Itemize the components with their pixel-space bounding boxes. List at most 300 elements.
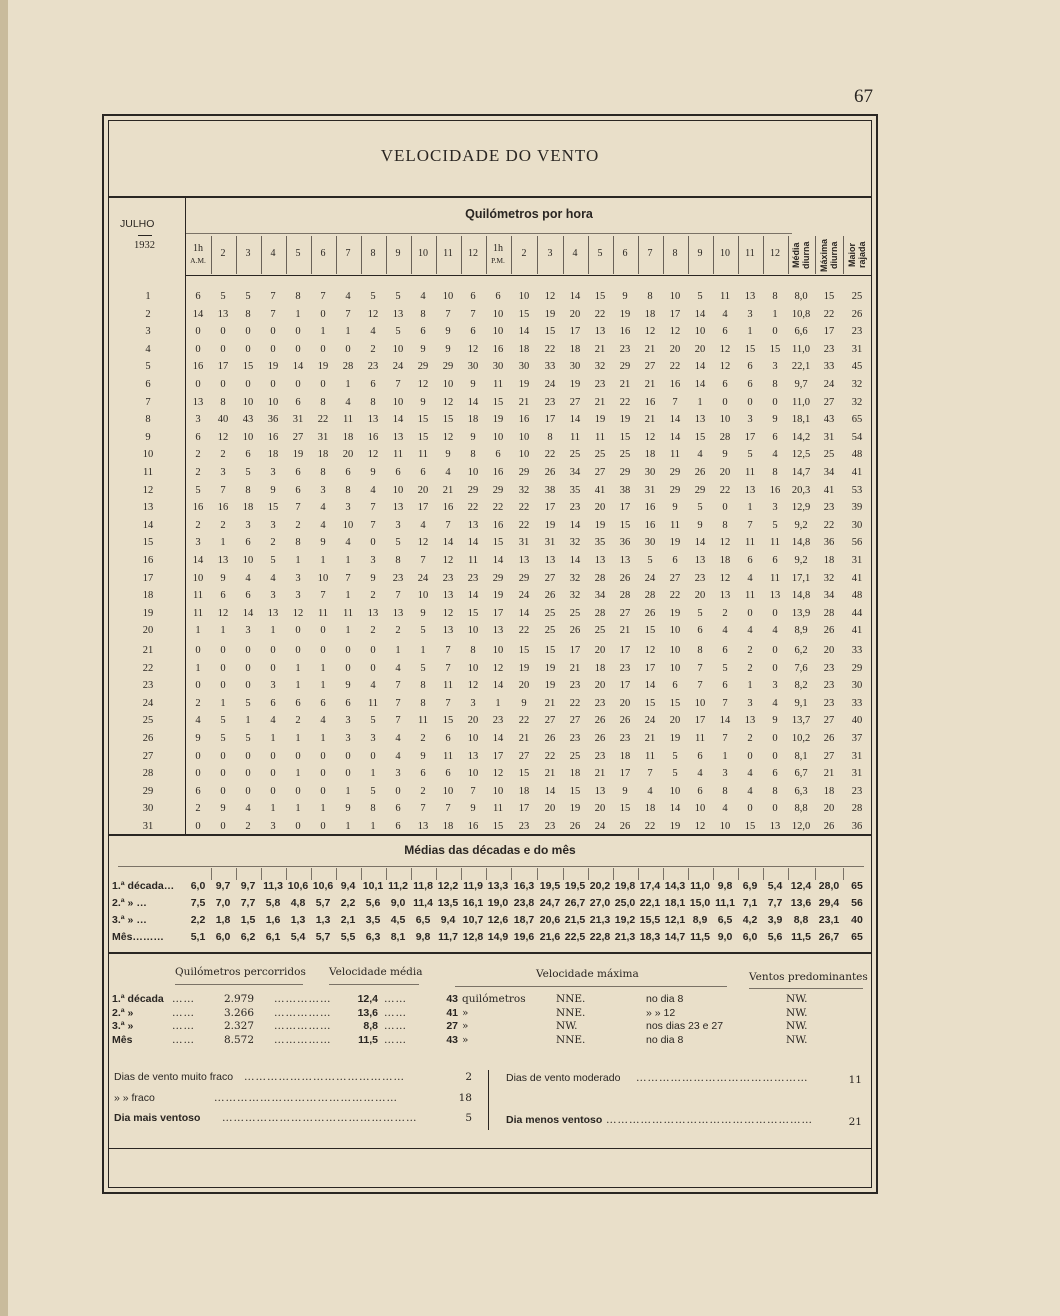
hour-header: 12 (468, 248, 478, 259)
hourly-speed-cell: 10 (492, 645, 504, 656)
hourly-speed-cell: 0 (395, 785, 401, 797)
hourly-speed-cell: 15 (544, 326, 556, 338)
hourly-speed-cell: 18 (619, 750, 631, 762)
hourly-speed-cell: 22 (669, 361, 681, 373)
hourly-speed-cell: 3 (245, 625, 251, 637)
hourly-speed-cell: 6 (772, 768, 778, 780)
hourly-speed-cell: 14 (518, 607, 530, 619)
hourly-speed-cell: 18 (317, 449, 329, 461)
hourly-speed-cell: 15 (644, 625, 656, 637)
hourly-speed-cell: 30 (569, 361, 581, 373)
hourly-speed-cell: 5 (672, 750, 678, 762)
hourly-speed-cell: 22 (317, 414, 329, 426)
hourly-speed-cell: 13 (619, 555, 631, 566)
hourly-speed-cell: 41 (851, 572, 863, 584)
hourly-speed-cell: 9 (445, 449, 451, 461)
average-row-label: 2.ª » … (112, 897, 147, 909)
hourly-speed-cell: 0 (195, 326, 201, 338)
hourly-speed-cell: 19 (569, 803, 581, 815)
hourly-speed-cell: 15 (619, 803, 631, 815)
header-column-rule (461, 236, 462, 274)
max-speed: 43 (446, 1033, 458, 1046)
hourly-speed-cell: 16 (518, 414, 530, 426)
averages-tick (763, 868, 764, 880)
hourly-speed-cell: 3 (295, 590, 301, 602)
hourly-speed-cell: 9 (195, 733, 201, 744)
hourly-speed-cell: 26 (851, 308, 863, 320)
hourly-speed-cell: 29 (669, 467, 681, 478)
hourly-speed-cell: 21 (518, 733, 530, 744)
hourly-speed-cell: 21 (619, 625, 631, 637)
average-cell: 8,9 (692, 914, 708, 926)
hourly-speed-cell: 12 (644, 431, 656, 443)
hourly-speed-cell: 20 (669, 715, 681, 727)
average-cell: 6,5 (415, 914, 431, 926)
hourly-speed-cell: 10,2 (791, 733, 811, 744)
hourly-speed-cell: 0 (220, 821, 226, 832)
hourly-speed-cell: 12 (544, 291, 556, 302)
hourly-speed-cell: 11 (342, 414, 354, 426)
day-number: 18 (142, 590, 154, 602)
average-cell: 12,1 (664, 914, 686, 926)
hourly-speed-cell: 0 (747, 607, 753, 619)
average-cell: 22,5 (564, 931, 586, 943)
hourly-speed-cell: 4 (320, 715, 326, 727)
hourly-speed-cell: 1 (370, 821, 376, 832)
hour-header: 8 (370, 248, 376, 259)
max-speed-direction: NNE. (556, 1033, 586, 1046)
hourly-speed-cell: 6 (445, 768, 451, 780)
hourly-speed-cell: 2 (220, 449, 226, 461)
averages-tick (713, 868, 714, 880)
day-number: 23 (142, 680, 154, 692)
hourly-speed-cell: 6 (245, 590, 251, 602)
hourly-speed-cell: 6 (295, 396, 301, 408)
hourly-speed-cell: 41 (851, 625, 863, 637)
hourly-speed-cell: 28 (851, 803, 863, 815)
hourly-speed-cell: 28 (619, 590, 631, 602)
hourly-speed-cell: 15 (769, 343, 781, 355)
hourly-speed-cell: 6 (395, 803, 401, 815)
hourly-speed-cell: 21 (518, 396, 530, 408)
hourly-speed-cell: 9 (445, 343, 451, 355)
average-cell: 10,1 (362, 880, 384, 892)
hourly-speed-cell: 6,3 (794, 785, 808, 797)
hourly-speed-cell: 5 (245, 733, 251, 744)
hour-header: 9 (697, 248, 703, 259)
hourly-speed-cell: 15 (619, 519, 631, 531)
hourly-speed-cell: 9 (521, 697, 527, 709)
hourly-speed-cell: 0 (370, 645, 376, 656)
hourly-speed-cell: 15 (619, 431, 631, 443)
hourly-speed-cell: 6 (747, 361, 753, 373)
hourly-speed-cell: 3 (295, 572, 301, 584)
hourly-speed-cell: 18 (594, 662, 606, 674)
vmed-header: Velocidade média (329, 966, 423, 978)
averages-tick (688, 868, 689, 880)
hour-header: 3 (245, 248, 251, 259)
hourly-speed-cell: 11,0 (792, 343, 810, 355)
day-number: 28 (142, 768, 154, 780)
hourly-speed-cell: 9 (772, 715, 778, 727)
average-cell: 12,4 (790, 880, 812, 892)
hourly-speed-cell: 22 (823, 308, 835, 320)
hourly-speed-cell: 0 (245, 326, 251, 338)
hour-header: 2 (521, 248, 527, 259)
hourly-speed-cell: 23 (694, 572, 706, 584)
hourly-speed-cell: 11 (744, 537, 756, 549)
hourly-speed-cell: 2 (370, 343, 376, 355)
average-cell: 5,6 (365, 897, 381, 909)
hourly-speed-cell: 20 (694, 590, 706, 602)
hourly-speed-cell: 0 (772, 733, 778, 744)
hourly-speed-cell: 4 (345, 291, 351, 302)
hourly-speed-cell: 2 (195, 519, 201, 531)
hourly-speed-cell: 3 (270, 467, 276, 478)
hourly-speed-cell: 17 (217, 361, 229, 373)
hourly-speed-cell: 13 (492, 625, 504, 637)
hourly-speed-cell: 20 (544, 803, 556, 815)
hourly-speed-cell: 0 (320, 768, 326, 780)
hourly-speed-cell: 6 (295, 697, 301, 709)
hourly-speed-cell: 25 (851, 291, 863, 302)
average-cell: 5,5 (340, 931, 356, 943)
averages-tick (511, 868, 512, 880)
averages-tick (286, 868, 287, 880)
hourly-speed-cell: 8 (722, 785, 728, 797)
hourly-speed-cell: 8,1 (794, 750, 808, 762)
hourly-speed-cell: 4 (395, 662, 401, 674)
hourly-speed-cell: 3 (370, 733, 376, 744)
average-cell: 25,0 (614, 897, 636, 909)
hourly-speed-cell: 0 (295, 645, 301, 656)
day-number: 15 (142, 537, 154, 549)
hourly-speed-cell: 0 (195, 680, 201, 692)
hourly-speed-cell: 1 (320, 662, 326, 674)
hourly-speed-cell: 5 (245, 467, 251, 478)
hourly-speed-cell: 11 (417, 715, 429, 727)
windiest-label: Dia mais ventoso (114, 1112, 201, 1124)
hourly-speed-cell: 15 (467, 607, 479, 619)
average-cell: 5,7 (315, 897, 331, 909)
hourly-speed-cell: 29 (417, 361, 429, 373)
hourly-speed-cell: 15 (492, 821, 504, 832)
hourly-speed-cell: 22 (544, 343, 556, 355)
hourly-speed-cell: 10 (669, 645, 681, 656)
hourly-speed-cell: 33 (823, 361, 835, 373)
hourly-speed-cell: 10 (467, 768, 479, 780)
hourly-speed-cell: 4 (345, 537, 351, 549)
summary-row-label: 3.ª » (112, 1020, 134, 1032)
hourly-speed-cell: 0 (295, 625, 301, 637)
hourly-speed-cell: 1 (495, 697, 501, 709)
hourly-speed-cell: 19 (492, 590, 504, 602)
hourly-speed-cell: 7 (445, 645, 451, 656)
hourly-speed-cell: 14 (669, 431, 681, 443)
hourly-speed-cell: 7 (395, 697, 401, 709)
hourly-speed-cell: 20 (594, 680, 606, 692)
hourly-speed-cell: 17 (518, 803, 530, 815)
day-number: 1 (145, 291, 151, 302)
hourly-speed-cell: 12 (644, 645, 656, 656)
average-cell: 16,3 (513, 880, 535, 892)
hourly-speed-cell: 5 (395, 537, 401, 549)
hourly-speed-cell: 7 (445, 308, 451, 320)
hourly-speed-cell: 5 (647, 555, 653, 566)
hourly-speed-cell: 32 (569, 572, 581, 584)
hourly-speed-cell: 8 (772, 467, 778, 478)
average-cell: 1,6 (265, 914, 281, 926)
hourly-speed-cell: 36 (851, 821, 863, 832)
hourly-speed-cell: 3 (747, 308, 753, 320)
hourly-speed-cell: 6 (270, 697, 276, 709)
hourly-speed-cell: 56 (851, 537, 863, 549)
hour-header: 8 (672, 248, 678, 259)
max-speed-unit: » (462, 1020, 469, 1032)
leader-dots: ……………………………………… (636, 1072, 809, 1084)
hourly-speed-cell: 6 (772, 431, 778, 443)
hourly-speed-cell: 6 (470, 291, 476, 302)
hourly-speed-cell: 19 (544, 308, 556, 320)
hourly-speed-cell: 7 (320, 590, 326, 602)
hourly-speed-cell: 12 (467, 680, 479, 692)
hourly-speed-cell: 1 (320, 680, 326, 692)
header-column-rule (738, 236, 739, 274)
hour-header: 10 (720, 248, 730, 259)
hourly-speed-cell: 4 (370, 484, 376, 496)
hourly-speed-cell: 4 (772, 697, 778, 709)
averages-tick (436, 868, 437, 880)
header-column-rule (486, 236, 487, 274)
hourly-speed-cell: 20 (594, 502, 606, 514)
hourly-speed-cell: 0 (772, 662, 778, 674)
hourly-speed-cell: 44 (851, 607, 863, 619)
hourly-speed-cell: 3 (220, 467, 226, 478)
average-cell: 11,3 (263, 880, 283, 892)
hourly-speed-cell: 11 (769, 537, 781, 549)
hourly-speed-cell: 15 (518, 308, 530, 320)
hourly-speed-cell: 27 (544, 572, 556, 584)
hourly-speed-cell: 0 (220, 379, 226, 390)
hourly-speed-cell: 4 (420, 519, 426, 531)
averages-tick (563, 868, 564, 880)
hourly-speed-cell: 1 (270, 803, 276, 815)
hourly-speed-cell: 24 (823, 379, 835, 390)
hourly-speed-cell: 14 (292, 361, 304, 373)
hourly-speed-cell: 17 (619, 768, 631, 780)
hourly-speed-cell: 24 (544, 379, 556, 390)
hourly-speed-cell: 2 (195, 467, 201, 478)
hourly-speed-cell: 0 (220, 785, 226, 797)
hourly-speed-cell: 13 (544, 555, 556, 566)
hourly-speed-cell: 13 (417, 821, 429, 832)
hourly-speed-cell: 23 (569, 680, 581, 692)
hourly-speed-cell: 12 (217, 431, 229, 443)
leader-dots: …… (384, 1033, 407, 1046)
hourly-speed-cell: 15 (442, 715, 454, 727)
moderate-value: 11 (848, 1074, 862, 1086)
hourly-speed-cell: 8 (420, 308, 426, 320)
hourly-speed-cell: 23 (823, 662, 835, 674)
hourly-speed-cell: 15 (442, 414, 454, 426)
average-cell: 19,5 (564, 880, 586, 892)
hourly-speed-cell: 21 (644, 379, 656, 390)
averages-tick (211, 868, 212, 880)
hourly-speed-cell: 15 (267, 502, 279, 514)
hourly-speed-cell: 22,1 (791, 361, 811, 373)
hourly-speed-cell: 11 (669, 519, 681, 531)
hourly-speed-cell: 22 (823, 519, 835, 531)
hourly-speed-cell: 30 (851, 680, 863, 692)
hourly-speed-cell: 27 (644, 361, 656, 373)
hourly-speed-cell: 0 (772, 645, 778, 656)
header-column-rule (713, 236, 714, 274)
hourly-speed-cell: 16 (644, 396, 656, 408)
averages-tick (843, 868, 844, 880)
hourly-speed-cell: 14 (192, 555, 204, 566)
hourly-speed-cell: 17 (544, 502, 556, 514)
hourly-speed-cell: 6 (672, 680, 678, 692)
hourly-speed-cell: 0 (270, 326, 276, 338)
hourly-speed-cell: 32 (851, 379, 863, 390)
hourly-speed-cell: 5 (420, 662, 426, 674)
hourly-speed-cell: 2 (747, 733, 753, 744)
hour-header-1-am-period: A.M. (190, 256, 206, 265)
hourly-speed-cell: 6 (672, 555, 678, 566)
hourly-speed-cell: 24 (417, 572, 429, 584)
hourly-speed-cell: 6 (697, 750, 703, 762)
hourly-speed-cell: 0 (320, 625, 326, 637)
averages-tick (461, 868, 462, 880)
hourly-speed-cell: 10 (192, 572, 204, 584)
hourly-speed-cell: 12 (367, 308, 379, 320)
hourly-speed-cell: 20 (467, 715, 479, 727)
hourly-speed-cell: 25 (823, 449, 835, 461)
hourly-speed-cell: 23 (851, 785, 863, 797)
hourly-speed-cell: 1 (772, 308, 778, 320)
leader-dots: ……………………………………………… (606, 1114, 813, 1126)
averages-tick (663, 868, 664, 880)
hourly-speed-cell: 16 (467, 821, 479, 832)
hourly-speed-cell: 19 (267, 361, 279, 373)
max-speed-direction: NNE. (556, 1006, 586, 1019)
day-number: 27 (142, 750, 154, 762)
header-column-rule (211, 236, 212, 274)
hourly-speed-cell: 8 (245, 484, 251, 496)
hourly-speed-cell: 11 (317, 607, 329, 619)
title-rule (108, 196, 872, 198)
hourly-speed-cell: 10 (267, 396, 279, 408)
hourly-speed-cell: 5 (697, 502, 703, 514)
day-number: 3 (145, 326, 151, 338)
hourly-speed-cell: 14,8 (791, 537, 811, 549)
average-cell: 18,7 (513, 914, 535, 926)
leader-dots: …… (384, 993, 407, 1005)
hourly-speed-cell: 10 (719, 414, 731, 426)
average-cell: 65 (851, 880, 863, 892)
hourly-speed-cell: 34 (823, 467, 835, 478)
hourly-speed-cell: 6 (697, 625, 703, 637)
hourly-speed-cell: 22 (644, 821, 656, 832)
hourly-speed-cell: 11 (769, 572, 781, 584)
hourly-speed-cell: 10 (467, 662, 479, 674)
hourly-speed-cell: 7,6 (794, 662, 808, 674)
hourly-speed-cell: 10 (392, 484, 404, 496)
hourly-speed-cell: 0 (195, 750, 201, 762)
hourly-speed-cell: 54 (851, 431, 863, 443)
hourly-speed-cell: 0 (320, 821, 326, 832)
hourly-speed-cell: 0 (245, 768, 251, 780)
day-number: 30 (142, 803, 154, 815)
hourly-speed-cell: 8 (345, 484, 351, 496)
hourly-speed-cell: 6 (345, 467, 351, 478)
hourly-speed-cell: 5 (370, 715, 376, 727)
hourly-speed-cell: 26 (619, 715, 631, 727)
hourly-speed-cell: 19 (669, 821, 681, 832)
hourly-speed-cell: 20 (594, 645, 606, 656)
hourly-speed-cell: 6,2 (794, 645, 808, 656)
least-windy-label: Dia menos ventoso (506, 1114, 603, 1126)
averages-tick (638, 868, 639, 880)
hourly-speed-cell: 14 (518, 326, 530, 338)
average-cell: 13,3 (487, 880, 509, 892)
hourly-speed-cell: 9 (220, 572, 226, 584)
hourly-speed-cell: 0 (295, 343, 301, 355)
average-cell: 17,4 (639, 880, 661, 892)
hourly-speed-cell: 32 (851, 396, 863, 408)
day-number: 10 (142, 449, 154, 461)
hourly-speed-cell: 18 (518, 785, 530, 797)
hourly-speed-cell: 29 (492, 572, 504, 584)
hourly-speed-cell: 17 (492, 607, 504, 619)
hourly-speed-cell: 18 (644, 308, 656, 320)
mean-speed: 12,4 (357, 993, 378, 1005)
hourly-speed-cell: 0 (220, 326, 226, 338)
hourly-speed-cell: 12 (417, 537, 429, 549)
hourly-speed-cell: 22 (544, 750, 556, 762)
header-column-rule (436, 236, 437, 274)
hourly-speed-cell: 11,0 (792, 396, 810, 408)
hourly-speed-cell: 16 (192, 502, 204, 514)
hourly-speed-cell: 30 (644, 467, 656, 478)
hourly-speed-cell: 16 (644, 519, 656, 531)
hourly-speed-cell: 29 (619, 361, 631, 373)
hourly-speed-cell: 15 (417, 431, 429, 443)
hourly-speed-cell: 10 (467, 733, 479, 744)
hourly-speed-cell: 11 (569, 431, 581, 443)
mean-speed: 11,5 (358, 1033, 378, 1046)
hourly-speed-cell: 1 (370, 768, 376, 780)
hourly-speed-cell: 13 (744, 715, 756, 727)
hourly-speed-cell: 6 (370, 379, 376, 390)
hourly-speed-cell: 19 (544, 662, 556, 674)
header-column-rule (236, 236, 237, 274)
hourly-speed-cell: 7 (647, 768, 653, 780)
day-number: 20 (142, 625, 154, 637)
hourly-speed-cell: 6,7 (794, 768, 808, 780)
average-cell: 14,9 (487, 931, 509, 943)
hourly-speed-cell: 5 (245, 291, 251, 302)
hourly-speed-cell: 23 (823, 502, 835, 514)
hourly-speed-cell: 0 (195, 645, 201, 656)
hourly-speed-cell: 12 (719, 537, 731, 549)
hourly-speed-cell: 14 (492, 555, 504, 566)
hourly-speed-cell: 14,8 (791, 590, 811, 602)
hourly-speed-cell: 8 (295, 291, 301, 302)
hourly-speed-cell: 9,7 (794, 379, 808, 390)
average-cell: 6,0 (742, 931, 758, 943)
hourly-speed-cell: 14 (694, 537, 706, 549)
